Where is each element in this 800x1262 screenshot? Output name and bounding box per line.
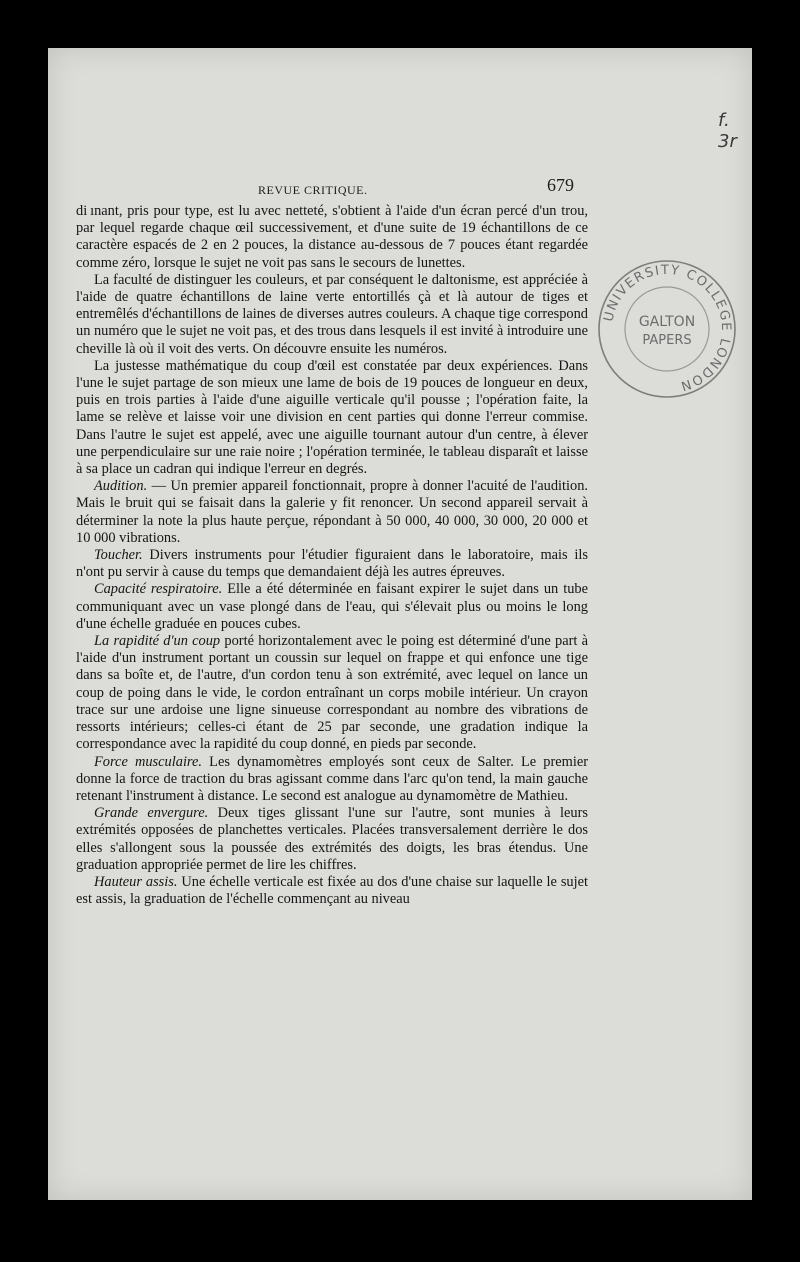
paragraph-text: Une échelle verticale est fixée au dos d'une chaise sur laquelle le sujet est assis, la graduation de l'échelle commençant au niveau [76,873,589,908]
section-lead: Toucher. [94,547,143,564]
page-number: 679 [547,175,574,195]
folio-mark: f. 3r [718,110,737,152]
paragraph [76,581,588,633]
paragraph-text: Elle a été déterminée en faisant expirer le sujet dans un tube communiquant avec un vase plongé dans de l'eau, qui s'élevait plus ou moins le long d'une échelle graduée en pouces cubes. [76,581,588,632]
paragraph [76,203,588,272]
paragraph [76,358,588,478]
paragraph [76,633,588,753]
article-body [76,203,588,908]
section-lead: Hauteur assis. [94,873,178,890]
galton-papers-stamp [592,254,742,404]
section-lead: La rapidité d'un coup [94,633,221,650]
paragraph-text: La faculté de distinguer les couleurs, et par conséquent le daltonisme, est appréciée à l'aide de quatre échantillons de laine verte entortillés çà et là autour de tiges et entremêlés d'échantillons de laines de diverses autres couleurs. A chaque tige correspond un numéro que le sujet ne voit pas, et des trous dans lesquels il est invité à introduire une cheville là où il voit des verts. On découvre ensuite les numéros. [76,271,588,357]
paragraph [76,478,588,547]
paragraph [76,754,588,806]
section-lead: Audition. [94,478,148,495]
section-lead: Capacité respiratoire. [94,581,223,598]
paragraph-text: Divers instruments pour l'étudier figuraient dans le laboratoire, mais ils n'ont pu servir à cause du temps que demandaient déjà les autres épreuves. [76,547,588,581]
section-lead: Grande envergure. [94,805,209,822]
running-title: REVUE CRITIQUE. [258,183,368,197]
stamp-line-galton: GALTON [638,314,696,330]
paragraph [76,272,588,358]
paragraph [76,805,588,874]
stamp-line-papers: PAPERS [642,333,692,348]
paragraph [76,547,588,581]
paragraph-text: La justesse mathématique du coup d'œil est constatée par deux expériences. Dans l'une le sujet partage de son mieux une lame de bois de 19 pouces de longueur en deux, puis en trois parties à l'aide d'une aiguille verticale qu'il pousse ; l'opération faite, la lame se relève et laisse voir une division en cent parties qui donne l'erreur commise. Dans l'autre le sujet est appelé, avec une aiguille tournant autour d'un centre, à élever une perpendiculaire sur une raie noire ; l'opération terminée, le tableau disparaît et laisse à sa place un cadran qui indique l'erreur en degrés. [76,357,588,478]
paragraph [76,874,588,908]
paragraph-text: — Un premier appareil fonctionnait, propre à donner l'acuité de l'audition. Mais le bruit qui se faisait dans la galerie y fit renoncer. Un second appareil servait à déterminer la note la plus haute perçue, répondant à 50 000, 40 000, 30 000, 20 000 et 10 000 vibrations. [76,478,588,546]
paragraph-text: porté horizontalement avec le poing est déterminé d'une part à l'aide d'un instrument portant un coussin sur lequel on frappe et qui enfonce une tige dans sa boîte et, de l'autre, d'un cordon tenu à son extrémité, avec lequel on lance un coup de poing dans le vide, le cordon entraînant un corps mobile intérieur. Un crayon trace sur une ardoise une ligne sinueuse correspondant au nombre des vibrations de ressorts intérieurs; celles-ci étant de 25 par seconde, une gradation indique la correspondance avec la rapidité du coup donné, en pieds par seconde. [76,633,589,753]
section-lead: Force musculaire. [94,753,202,770]
paragraph-text: Deux tiges glissant l'une sur l'autre, sont munies à leurs extrémités opposées de planchettes verticales. Placées transversalement derrière le dos elles s'allongent sous la poussée des extrémités des doigts, les bras étendus. Une graduation appropriée permet de lire les chiffres. [76,805,588,873]
paragraph-text: di ınant, pris pour type, est lu avec netteté, s'obtient à l'aide d'un écran percé d'un trou, par lequel regarde chaque œil successivement, et d'une suite de 19 échantillons de ce caractère espacés de 2 en 2 pouces, la distance au-dessous de 7 pouces étant regardée comme zéro, lorsque le sujet ne voit pas sans le secours de lunettes. [76,203,588,271]
stamp-ring-text: UNIVERSITY COLLEGE LONDON [601,262,734,394]
paragraph-text: Les dynamomètres employés sont ceux de Salter. Le premier donne la force de traction du bras agissant comme dans l'arc qu'on tend, la main gauche retenant l'instrument à distance. Le second est analogue au dynamomètre de Mathieu. [76,753,589,804]
